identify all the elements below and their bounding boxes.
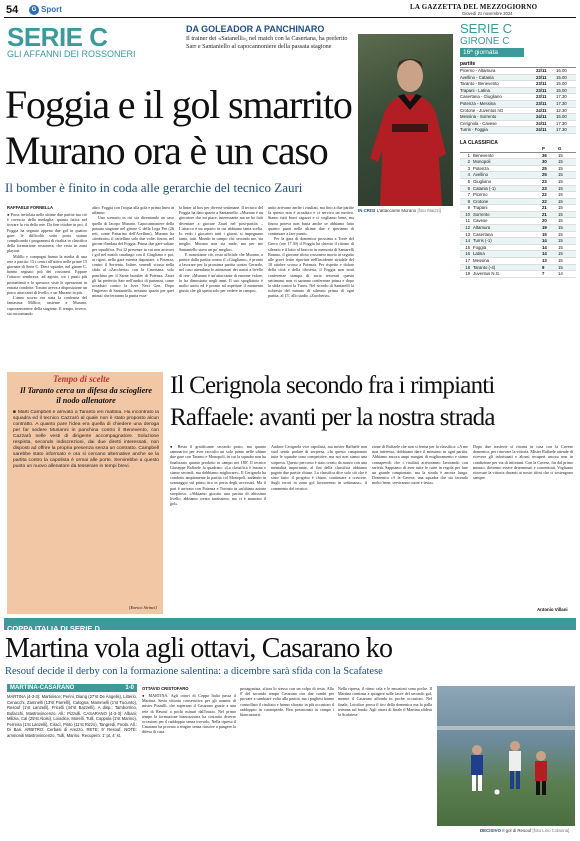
team-position: 4	[467, 172, 470, 178]
team-position: 1	[467, 152, 470, 158]
scorebox	[7, 684, 137, 838]
team-points: 21	[542, 205, 547, 211]
section-subkicker: GLI AFFANNI DEI ROSSONERI	[7, 49, 136, 59]
sidebar-box	[7, 372, 163, 614]
team-position: 6	[467, 185, 470, 191]
team-position: 9	[467, 205, 470, 211]
team-points: 23	[542, 185, 547, 191]
team-games: 15	[558, 211, 563, 217]
second-headline-1: Il Cerignola secondo fra i rimpianti	[170, 372, 495, 399]
second-headline-2: Raffaele: avanti per la nostra strada	[170, 404, 495, 431]
photo-caption	[358, 208, 441, 213]
team-games: 15	[558, 152, 563, 158]
match-row	[460, 88, 576, 95]
match-date: 24/11	[536, 127, 547, 133]
paragraph: altro. Foggia con l'acqua alla gola e prima linea in affanno.	[92, 205, 174, 216]
paragraph: Uno scenario in cui sta diventando un caso quello di Jacopo Murano. Capocannoniere della passata stagione nel girone C della Lega Pro (26 reti, come Pattarino dell'Avellino), Murano ha «timbrato» il cartellino solo due volte, finora, nel girone d'andata del Foggia. Prima due gare saltate per squalifica. Poi 12 presenze in cui non arrivavi i gol nel match casalingo con il Giugliano e poi, ai rigori, nella gara esterna dapostare, a Potenza, contro il Sorrento. Infine, venerdì scorso nella sfida al «Zaccheria» con la Casertana, solo panchina per il Sarne bomber di Potenza. Zauri gli ha preferito Sarr nell'undici di partenza, come accaduto contro la Juve Next Gen. Dopo l'ingresso di Santaniello, nessuno spazio per quei minuti che terranno la punta esca-	[92, 215, 174, 299]
second-col-3: zione di Raffaele che non si ferma per la classifica: «A me non interessa, dobbiamo dare il massimo in ogni partita. Abbiamo ancora ampi margini di miglioramento e siamo consapevoli che i risultati arriveranno lavorando con serietà. Sappiamo di aver tutte le carte in regola per fare un grande campionato, ma la strada è ancora lunga. Domenica c'è la Cavese, una squadra che sta facendo molto bene, serviranno cuore e testa».	[372, 444, 468, 486]
matches-list	[460, 68, 576, 134]
match-date: 23/11	[536, 87, 547, 93]
standings-row	[460, 271, 576, 278]
team-points: 7	[542, 271, 545, 277]
team-games: 15	[558, 238, 563, 244]
match-teams: Messina - Sorrento	[460, 114, 497, 120]
standings-row	[460, 153, 576, 160]
team-position: 11	[465, 218, 470, 224]
match-teams: Trapani - Latina	[460, 87, 490, 93]
team-position: 15	[465, 244, 470, 250]
team-points: 15	[542, 231, 547, 237]
match-date: 23/11	[536, 74, 547, 80]
table-header-row	[460, 146, 576, 153]
second-col-2: Audace Cerignola vice capolista, ma mister Raffaele non vuol sentir parlare di sorpresa. «In questo campionato tutte le squadre sono competitive, ma noi non siamo una sorpresa. Questo percorso è stato creato da marzo con una mentalità importante, al fini della classifica abbiamo pagato due partite chiuse. La classifica dice solo ciò che è stato fatto: il progetto è chiaro, continuare a crescere. Sugli errori in zona gol lavoreremo in settimana», il commento del tecnico.	[271, 444, 367, 491]
standings-title: SERIE C	[460, 21, 513, 36]
standings-row	[460, 265, 576, 272]
standings-row	[460, 238, 576, 245]
coppa-col-3: Nella ripresa, il ritmo cala e le emozioni sono poche. Il Martina continua a spingere sulle fasce del secondo gol, mentre il Casarano affonda in poche occasioni. Nel finale, Loiodice prova il tiro della domenica ma la palla termina sul fondo. Agli ottavi di finale il Martina sfiderà la Scafatese.	[338, 686, 432, 718]
main-col-3	[179, 205, 263, 358]
team-points: 19	[542, 225, 547, 231]
gazzetta-logo-icon: G	[29, 5, 39, 15]
coppa-col-2: protagonista, sfiora lo stesso con un colpo di testa. Allo 0' del secondo tempo Casarano con due cambi per provare a cambiare volto alla partita, ma i pugliesi hanno controllato il risultato e hanno sfiorato in più occasioni il raddoppio in contropiede. Ben posizionati in campo i biancazzurri.	[240, 686, 334, 718]
coppa-photo-credit: [foto Lino Colanna]	[532, 828, 570, 833]
standings-row	[460, 218, 576, 225]
team-name: Monopoli	[473, 159, 491, 165]
match-date: 22/11	[536, 68, 547, 73]
main-col-1	[7, 212, 87, 358]
second-author: Antonio Villani	[537, 607, 568, 612]
team-position: 7	[467, 192, 470, 198]
sidebar-title: Il Taranto cerca un difesa da sciogliere il nodo allenatore	[19, 386, 153, 405]
main-headline-2: Murano ora è un caso	[5, 128, 328, 173]
match-date: 23/11	[536, 94, 547, 100]
team-name: Altamura	[473, 225, 491, 231]
sidebar-author: [Enrico Sirinci]	[128, 605, 157, 610]
team-points: 22	[542, 192, 547, 198]
match-teams: Potenza - Messina	[460, 100, 496, 106]
coppa-banner	[4, 618, 576, 633]
team-position: 3	[467, 165, 470, 171]
team-games: 15	[558, 251, 563, 257]
team-position: 2	[467, 159, 470, 165]
team-points: 14	[542, 251, 547, 257]
paragraph: unito arrivano anche i risultati, ma fino a due partite fa questo non è accaduto e ci serviva un motivo. Siamo tutti bravi ragazzi e ci vogliamo bene, ma finora poteva non basta anche se abbiamo fatto quattro punti nelle ultime due e speriamo di continuare a fare punti».	[268, 205, 354, 237]
match-time: 12.30	[556, 107, 567, 113]
standings-row	[460, 232, 576, 239]
match-row	[460, 75, 576, 82]
standings-row	[460, 172, 576, 179]
paragraph: la linter al box per diverse settimane. Il tecnico del Foggia ha dato spazio a Santaniello. «Murano è un giocatore che mi piace, interessante ma ne ho fatti diventare a giocare Zauri nel post-partita – L'attacco è un reparto in cui abbiamo tanta scelta. Io vedo i giocatori tutti i giorni, si impegnano tanto, tutti. Mondo in campo chi, secondo me, sta meglio. Murano non sta male, ma per me Santaniello stava un po' meglio».	[179, 205, 263, 252]
standings-row	[460, 251, 576, 258]
team-name: Picerno	[473, 192, 488, 198]
sport-logo	[29, 4, 62, 15]
standings-row	[460, 179, 576, 186]
coppa-subheadline: Resouf decide il derby con la formazione salentina: a dicembre sarà sfida con la Scafatese	[5, 666, 383, 677]
team-points: 25	[542, 172, 547, 178]
team-points: 22	[542, 198, 547, 204]
match-time: 15.00	[556, 81, 567, 87]
match-row	[460, 127, 576, 134]
photo-caption-bold: IN CRISI	[358, 208, 376, 213]
standings-row	[460, 212, 576, 219]
team-points: 25	[542, 165, 547, 171]
team-name: Avellino	[473, 172, 488, 178]
main-headline-1: Foggia e il gol smarrito	[5, 82, 352, 127]
team-points: 14	[542, 238, 547, 244]
team-position: 14	[465, 238, 470, 244]
standings-list	[460, 153, 576, 278]
match-teams: Taranto - Benevento	[460, 81, 499, 87]
team-position: 8	[467, 198, 470, 204]
section-kicker: SERIE C	[7, 22, 108, 52]
team-games: 15	[558, 258, 563, 264]
header-divider	[4, 17, 576, 18]
team-name: Catania (-1)	[473, 185, 496, 191]
coppa-headline: Martina vola agli ottavi, Casarano ko	[5, 633, 393, 664]
team-position: 5	[467, 178, 470, 184]
match-time: 17.30	[556, 100, 567, 106]
coppa-photo-caption	[480, 828, 569, 833]
byline: RAFFAELE FORNELLA	[7, 205, 54, 210]
team-points: 14	[542, 244, 547, 250]
team-name: Cavese	[473, 218, 488, 224]
coppa-caption-bold: DECISIVO	[480, 828, 501, 833]
match-date: 23/11	[536, 100, 547, 106]
match-teams: Avellino - Catania	[460, 74, 494, 80]
main-col-2	[92, 205, 174, 358]
main-col-4	[268, 205, 354, 358]
match-time: 17.30	[556, 120, 567, 126]
paragraph: L'anno scorso era stata la conferma del fantasista Millico, assieme a Murano, capocannoniere della stagione. Il tempo, invece, sta raccontando	[7, 295, 87, 316]
team-position: 12	[465, 225, 470, 231]
match-date: 23/11	[536, 81, 547, 87]
newspaper-name: LA GAZZETTA DEL MEZZOGIORNO	[410, 3, 538, 11]
team-games: 15	[558, 244, 563, 250]
standings-row	[460, 192, 576, 199]
team-name: Benevento	[473, 152, 494, 158]
photo-credit: [foto Maizzi]	[417, 208, 441, 213]
team-name: Juventus N.G.	[473, 271, 501, 277]
section-label: Sport	[41, 5, 62, 14]
team-points: 30	[542, 159, 547, 165]
page-header	[0, 0, 580, 18]
team-position: 19	[465, 271, 470, 277]
paragraph: Milillo e compagni hanno la media di una rete a partita: 15 i centri all'attivo nelle prime 15 giornate di Serie C. Dieci squadre, nel girone C, hanno segnato più dei rossoneri. Eppure l'attacco sembrava, ad agosto, tra i punti più promettenti e lo spessore viste le operazioni in entrata condotte. Tonino aveva a disposizione un parco attaccanti di livello, e un Murano in più.	[7, 253, 87, 296]
team-games: 15	[558, 192, 563, 198]
match-row	[460, 94, 576, 101]
coppa-photo	[437, 686, 575, 826]
team-name: Potenza	[473, 165, 489, 171]
standings-row	[460, 245, 576, 252]
team-games: 15	[558, 178, 563, 184]
player-silhouette-icon	[358, 34, 453, 206]
match-row	[460, 121, 576, 128]
match-teams: Cerignola - Cavese	[460, 120, 497, 126]
match-time: 17.30	[556, 127, 567, 133]
team-games: 15	[558, 159, 563, 165]
team-name: Latina	[473, 251, 485, 257]
match-time: 15.00	[556, 114, 567, 120]
match-time: 15.00	[556, 74, 567, 80]
header-date: Giovedì 21 novembre 2024	[462, 11, 513, 16]
standings-box	[460, 22, 576, 366]
points-col-header: P	[542, 145, 545, 151]
player-photo	[358, 34, 453, 206]
team-name: Foggia	[473, 244, 487, 250]
team-name: Trapani	[473, 205, 488, 211]
team-name: Messina	[473, 258, 490, 264]
promo-title: DA GOLEADOR A PANCHINARO	[186, 24, 325, 34]
team-games: 15	[558, 225, 563, 231]
second-col-4: Dopo due trasferte sì ritorna in casa con la Cavese domenica, per ritrovare la vittoria. Mister Raffaele attende di ricevere gli infortunati e alcuni recuperi ancora non in condizione per via di infortuni. Con la Cavese, fin dal primo minuto, dovremo essere determinati e concentrati. Vogliamo ritrovare la vittoria davanti ai nostri tifosi che ci sostengono sempre.	[473, 444, 573, 481]
coppa-byline: OTTAVIO CRISTOFARO	[142, 686, 189, 691]
match-time: 16.00	[556, 68, 567, 73]
standings-row	[460, 186, 576, 193]
games-col-header: G	[558, 145, 562, 151]
score-teams: MARTINA-CASARANO	[10, 685, 75, 691]
match-teams: Picerno - Altamura	[460, 68, 496, 73]
standings-row	[460, 225, 576, 232]
team-games: 15	[558, 231, 563, 237]
match-row	[460, 114, 576, 121]
paragraph: E nonostante ciò, resta ufficiale che Murano, a partire dalla partita contro il «Giugliano», è pronto a lavorare per la prossima partita contro Gerardo, nel caso attendano le attenzioni dei nastri a livello di rete. «Murano è un'attaccante di enorme valore, lo ha dimostrato negli anni. Il suo spogliatoio è molto unito ed è pronto ad aspettare il momento giusto che gli spetta solo per vedere in campo».	[179, 251, 263, 294]
team-points: 9	[542, 264, 545, 270]
team-position: 13	[465, 231, 470, 237]
team-position: 18	[465, 264, 470, 270]
second-col-1: ● Resta il gratificante secondo posto, ma quanto rammarico per aver raccolto un solo punto nelle ultime due gare con Taranto e Monopoli, in cui la squadra non ha finalizzato quanto prodotto in campo nei 180'. Il tecnico Giuseppe Raffaele fa quadrato: «La classifica è buona e siamo secondi, ma dobbiamo migliorare». Il Cerignola ha condotto ampiamente la partita col Monopoli, andando in svantaggio sul primo tiro in porta degli avversari. Ma il pari è arrivato con Potenza e Toronto in un'ultima azione strepitosa. «Abbiamo giocato una partita di altissimo livello, abbiamo creato tantissimo, ma ci è mancato il gol».	[170, 444, 266, 507]
coppa-col-1: ● MARTINA. Agli ottavi di Coppa Italia passa il Martina. Sesta vittoria consecutiva per gli uomini di mister Pizzulli, che superano il Casarano grazie a una rete di Resouf a pochi minuti dall'inizio. Nel primo tempo la formazione biancazzurra ha costruito diverse occasioni per il raddoppio senza trovarlo. Nella ripresa il Casarano ha provato a reagire senza riuscire a pungere la difesa di casa.	[142, 693, 236, 735]
paragraph: ● Porta inviolata nelle ultime due partite ma ciò è rovescio della medaglia: quanta fatica nel trovare la via della rete. Da fine ottobre in poi, il Foggia ha segnato appena due gol in quattro gare: le difficoltà sotto porta stanno complicando i programmi di risalita in classifica della formazione rossonera, che resta in zona playout.	[7, 212, 87, 254]
team-games: 15	[558, 205, 563, 211]
sidebar-text: ■ Marti Campbell è arrivato a Taranto ieri mattina. Ha incontrato la squadra ed il tecnico Cazzarò al quale non è stato proposto alcun contratto. A quanto pare l'idea era quella di chiedere una deroga per far sedere Murianni in panchina contro il Benevento, con Cazzarò nelle vesti di dirigente accompagnatore. Soluzione respinta, secondo indiscrezioni, dai due diretti interessati, non disposti ad offrire la propria presenza senza un contratto. Campbell sarebbe stato informato e ora si cercano alternative anche se la partita contro la capolista è ormai alle porte. Servirebbe a questo punto un nuovo allenatore da tesserare in tempi brevi.	[13, 410, 159, 469]
team-position: 17	[465, 258, 470, 264]
scorebox-header	[7, 684, 137, 692]
team-name: Sorrento	[473, 211, 490, 217]
team-games: 15	[558, 172, 563, 178]
coppa-caption-text: Il gol di Resouf	[502, 828, 532, 833]
team-position: 16	[465, 251, 470, 257]
team-points: 20	[542, 218, 547, 224]
coppa-banner-label: COPPA ITALIA DI SERIE D	[7, 624, 100, 633]
team-games: 15	[558, 165, 563, 171]
match-time: 17.30	[556, 94, 567, 100]
standings-row	[460, 159, 576, 166]
match-row	[460, 101, 576, 108]
standings-row	[460, 258, 576, 265]
promo-text: Il trainer dei «Satanelli», nel match con la Casertana, ha preferito Sarr e Santaniello al capocannoniere della passata stagione	[186, 35, 348, 50]
team-name: Crotone	[473, 198, 489, 204]
match-teams: Turris - Foggia	[460, 127, 488, 133]
standings-row	[460, 205, 576, 212]
team-name: Giugliano	[473, 178, 492, 184]
match-row	[460, 81, 576, 88]
team-games: 15	[558, 264, 563, 270]
match-date: 24/11	[536, 107, 547, 113]
team-name: Taranto (-4)	[473, 264, 496, 270]
team-name: Turris (-1)	[473, 238, 492, 244]
photo-caption-text: L'attaccante Murano	[376, 208, 417, 213]
score-result: 1-0	[125, 685, 134, 691]
team-games: 15	[558, 198, 563, 204]
team-points: 13	[542, 258, 547, 264]
matches-header: partite	[460, 61, 576, 68]
match-row	[460, 108, 576, 115]
team-name: Casertana	[473, 231, 493, 237]
match-teams: Casertana - Giugliano	[460, 94, 502, 100]
match-date: 24/11	[536, 120, 547, 126]
classification-header: LA CLASSIFICA	[460, 139, 498, 146]
football-action-icon	[437, 686, 575, 826]
match-teams: Crotone - Juventus nG	[460, 107, 504, 113]
paragraph: Per la gara di domenica prossima a Torre del Greco (ore 17.30) il Foggia ha chiesto il ritorno di silenzio e il lutto al braccio in memoria di Santarelli Brunno, il giovane tifoso rossonero morto in seguito alle gravi ferite riportate nell'incidente stradale del 18 ottobre scorso a Potenza. Per rispetto e dolore della città e della tifoseria, il Foggia non terrà conferenze stampa di sorta tesserati questa settimana, non ci saranno conferenze prima e dopo la sfida contro la Turris. Nel ricordo di Santarelli la richiesta del minuto di silenzio prima di ogni partita, al 15', allo stadio «Zaccheria».	[268, 236, 354, 299]
match-time: 15.00	[556, 87, 567, 93]
standings-row	[460, 199, 576, 206]
match-row	[460, 68, 576, 75]
team-points: 36	[542, 152, 547, 158]
team-games: 15	[558, 218, 563, 224]
standings-row	[460, 166, 576, 173]
standings-round: 16ª giornata	[460, 48, 524, 57]
team-games: 15	[558, 185, 563, 191]
page-number: 54	[6, 4, 19, 16]
team-points: 21	[542, 211, 547, 217]
team-position: 10	[465, 211, 470, 217]
team-games: 14	[558, 271, 563, 277]
standings-group: GIRONE C	[460, 36, 510, 47]
sidebar-label: Tempo di scelte	[53, 374, 110, 384]
main-subheadline: Il bomber è finito in coda alle gerarchie del tecnico Zauri	[5, 180, 303, 195]
match-date: 24/11	[536, 114, 547, 120]
tabellino: MARTINA (4-3-3): Martinisce; Perini, Diang (27'st De Angelis), Litterio, Cenacchi, Zamnelli (13'st Parrelli), Calogna, Mammelli (1'st Tucunto), Resouf (1'st Lanzelli), Fricelli (44'st Bazzelli). A disp.: Tamborrino, Bufacchi, Mastrovincenzo. All.: Pizzulli. CASARANO (4-3-3): Albani; Milizia, Cal (25'st Aloisi), Loiodice, Morelli, Tulli, Coppola (1'st Marino), Ferreira (1'st Lanzelli), Ciracì, Pinto (11'st Rizzo), Tangredi, Feola. All.: Di Bari. ARBITRO: Cerbasi di Arezzo. RETE: 9' Resouf. NOTE: ammoniti Mastrovincenzo, Tulli, Marino. Recupero: 1' pt, 4' st.	[7, 694, 137, 738]
team-points: 23	[542, 178, 547, 184]
